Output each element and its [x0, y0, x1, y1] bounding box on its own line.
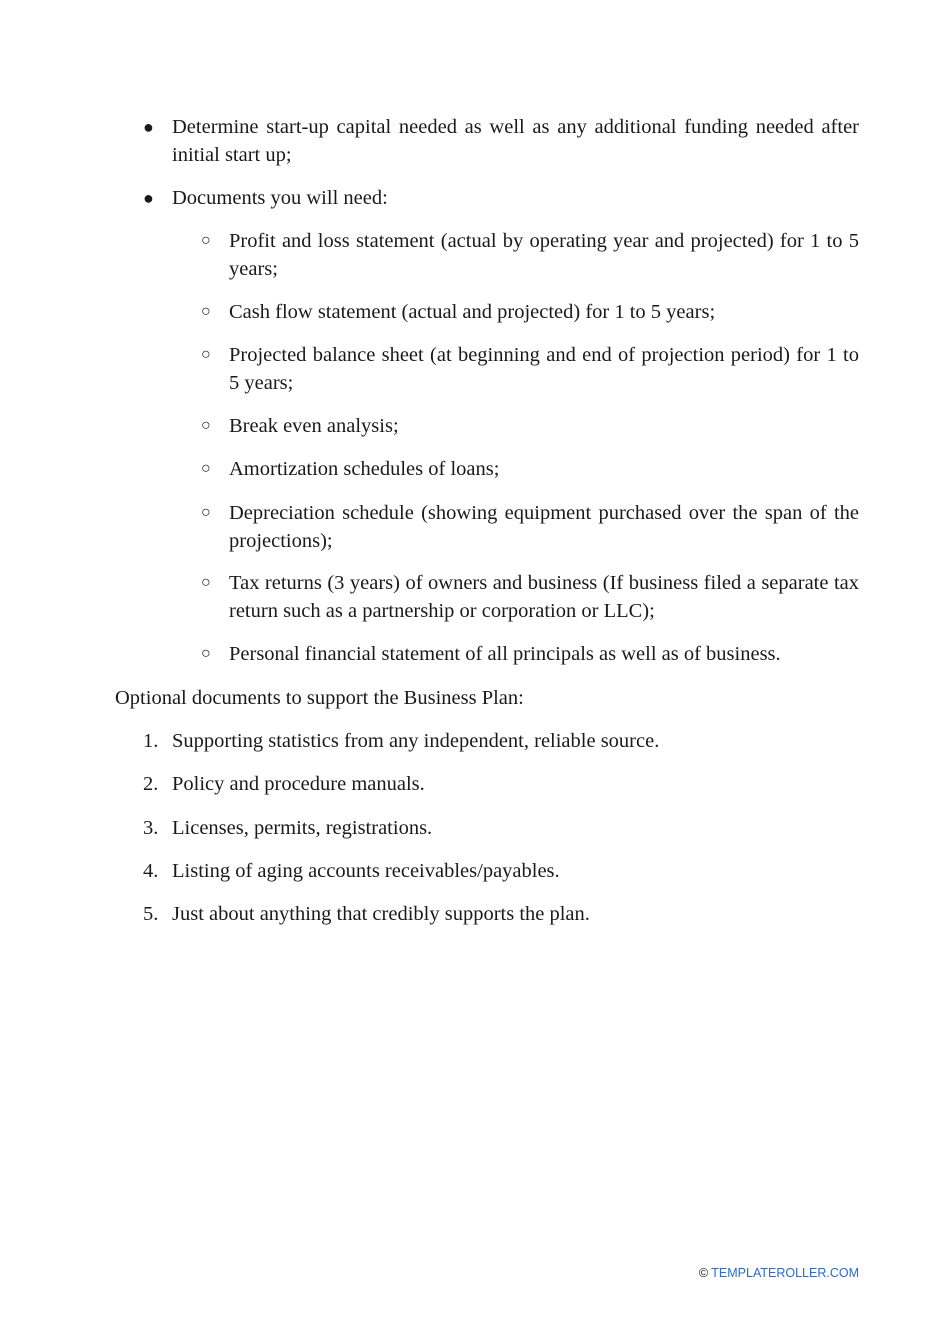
bullet-marker: ● [143, 117, 154, 137]
sub-bullet-marker: ○ [201, 645, 211, 662]
list-number: 1. [143, 730, 159, 752]
sub-bullet-item-amortization: Amortization schedules of loans; [229, 458, 500, 480]
bullet-item-startup-capital: Determine start-up capital needed as well as any additional funding needed after initial start up; [172, 116, 859, 166]
sub-bullet-item-balance-sheet: Projected balance sheet (at beginning and end of projection period) for 1 to 5 years; [229, 344, 859, 394]
sub-bullet-item-profit-loss: Profit and loss statement (actual by operating year and projected) for 1 to 5 years; [229, 230, 859, 280]
footer-copyright [699, 1266, 859, 1280]
sub-bullet-item-tax-returns: Tax returns (3 years) of owners and business (If business filed a separate tax return such as a partnership or corporation or LLC); [229, 572, 859, 622]
list-number: 3. [143, 817, 159, 839]
list-number: 5. [143, 903, 159, 925]
bullet-marker: ● [143, 188, 154, 208]
list-number: 4. [143, 860, 159, 882]
sub-bullet-marker: ○ [201, 303, 211, 320]
sub-bullet-marker: ○ [201, 232, 211, 249]
numbered-item-anything: Just about anything that credibly supports the plan. [172, 903, 590, 925]
copyright-symbol: © [698, 1266, 709, 1280]
numbered-item-statistics: Supporting statistics from any independent, reliable source. [172, 730, 660, 752]
numbered-item-licenses: Licenses, permits, registrations. [172, 817, 433, 839]
sub-bullet-item-personal-financial: Personal financial statement of all principals as well as of business. [229, 643, 781, 665]
sub-bullet-marker: ○ [201, 417, 211, 434]
sub-bullet-marker: ○ [201, 504, 211, 521]
sub-bullet-item-depreciation: Depreciation schedule (showing equipment purchased over the span of the projections); [229, 502, 859, 552]
sub-bullet-marker: ○ [201, 346, 211, 363]
numbered-item-aging-accounts: Listing of aging accounts receivables/payables. [172, 860, 560, 882]
bullet-item-documents: Documents you will need: [172, 187, 388, 209]
numbered-item-manuals: Policy and procedure manuals. [172, 773, 425, 795]
sub-bullet-item-cash-flow: Cash flow statement (actual and projected) for 1 to 5 years; [229, 301, 716, 323]
sub-bullet-item-break-even: Break even analysis; [229, 415, 399, 437]
templateroller-link[interactable]: TEMPLATEROLLER.COM [711, 1266, 859, 1280]
list-number: 2. [143, 773, 159, 795]
sub-bullet-marker: ○ [201, 460, 211, 477]
optional-documents-heading: Optional documents to support the Business Plan: [115, 687, 524, 709]
sub-bullet-marker: ○ [201, 574, 211, 591]
